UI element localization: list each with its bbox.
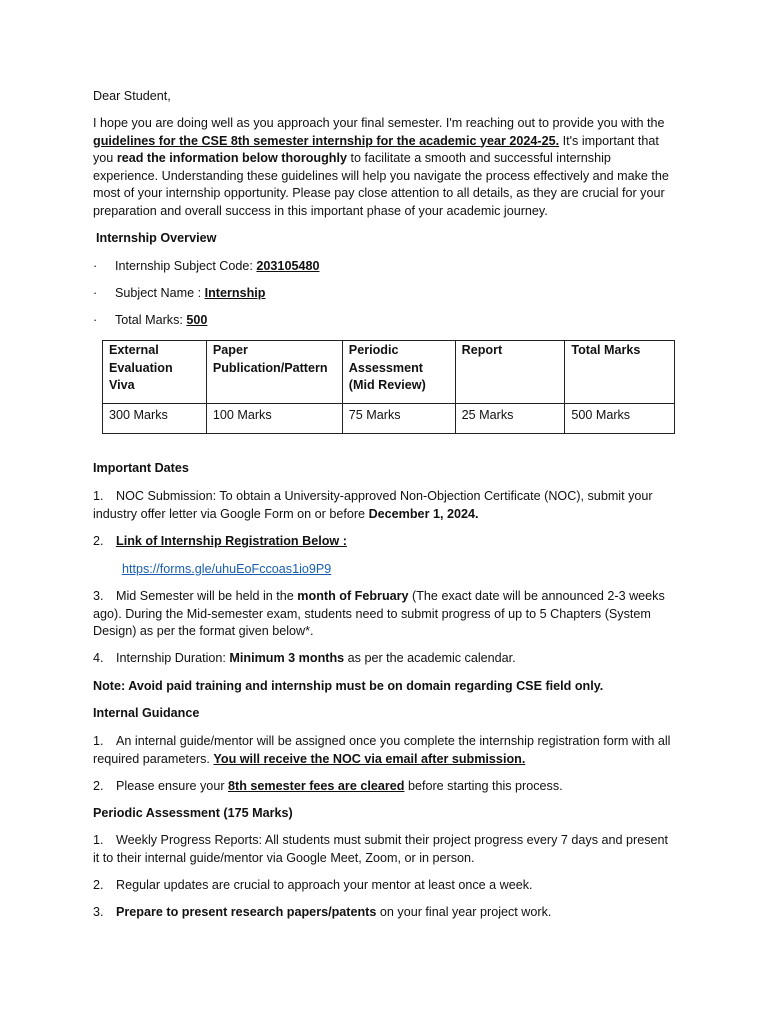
total-marks-label: Total Marks: bbox=[115, 313, 187, 327]
fees-text-2: before starting this process. bbox=[404, 779, 563, 793]
marks-table-header-row bbox=[103, 341, 675, 404]
updates-text: Regular updates are crucial to approach your mentor at least once a week. bbox=[116, 878, 533, 892]
marks-table-values-row bbox=[103, 404, 675, 434]
item-number: 2. bbox=[93, 534, 104, 548]
intro-guidelines-emphasis: guidelines for the CSE 8th semester internship for the academic year 2024-25. bbox=[93, 133, 560, 148]
note bbox=[93, 678, 673, 696]
overview-item-subject-name bbox=[93, 285, 673, 303]
mentor-text: An internal guide/mentor will be assigned once you complete the internship registration form with all required parameters. bbox=[93, 734, 671, 766]
item-number: 4. bbox=[93, 651, 104, 665]
dates-item-duration bbox=[93, 650, 673, 668]
table-header-cell: Total Marks bbox=[565, 341, 675, 404]
table-header-cell: Report bbox=[455, 341, 565, 404]
dates-heading-text: Important Dates bbox=[93, 461, 189, 475]
mid-sem-text-2: (The exact date will be announced 2-3 weeks ago). During the Mid-semester exam, students need to submit progress of up to 5 Chapters (System Design) as per the format given below*. bbox=[93, 589, 665, 638]
registration-label: Link of Internship Registration Below : bbox=[116, 534, 347, 548]
subject-code-value: 203105480 bbox=[256, 259, 320, 273]
table-cell: 100 Marks bbox=[206, 404, 342, 434]
table-header-cell: External Evaluation Viva bbox=[103, 341, 207, 404]
item-number: 3. bbox=[93, 589, 104, 603]
subject-code-label: Internship Subject Code: bbox=[115, 259, 257, 273]
item-number: 2. bbox=[93, 779, 104, 793]
table-cell: 500 Marks bbox=[565, 404, 675, 434]
guidance-item-fees bbox=[93, 778, 673, 796]
bullet-icon: · bbox=[93, 313, 98, 327]
overview-heading bbox=[96, 230, 676, 248]
intro-text-2: It's important that you bbox=[93, 133, 659, 165]
periodic-item-updates bbox=[93, 877, 673, 895]
item-number: 3. bbox=[93, 905, 104, 919]
noc-email-emphasis: You will receive the NOC via email after submission. bbox=[213, 751, 526, 766]
table-header-cell: Paper Publication/Pattern bbox=[206, 341, 342, 404]
table-cell: 25 Marks bbox=[455, 404, 565, 434]
dates-heading bbox=[93, 460, 673, 478]
weekly-text: Weekly Progress Reports: All students must submit their project progress every 7 days and present it to their internal guide/mentor via Google Meet, Zoom, or in person. bbox=[93, 833, 669, 865]
greeting: Dear Student, bbox=[93, 89, 171, 103]
duration-bold: Minimum 3 months bbox=[229, 651, 345, 665]
noc-deadline: December 1, 2024. bbox=[368, 506, 479, 521]
overview-item-total-marks bbox=[93, 312, 673, 330]
periodic-item-weekly bbox=[93, 832, 673, 867]
periodic-heading-text: Periodic Assessment (175 Marks) bbox=[93, 806, 293, 820]
item-number: 2. bbox=[93, 878, 104, 892]
note-text: Note: Avoid paid training and internship must be on domain regarding CSE field only. bbox=[93, 679, 604, 693]
bullet-icon: · bbox=[93, 259, 98, 273]
dates-item-noc bbox=[93, 488, 673, 523]
table-cell: 300 Marks bbox=[103, 404, 207, 434]
mid-sem-text-1: Mid Semester will be held in the bbox=[116, 589, 298, 603]
bullet-icon: · bbox=[93, 286, 98, 300]
dates-item-registration bbox=[93, 533, 673, 551]
total-marks-value: 500 bbox=[186, 313, 208, 327]
research-emphasis: Prepare to present research papers/patents bbox=[116, 905, 377, 919]
marks-table bbox=[102, 340, 675, 434]
duration-text-2: as per the academic calendar. bbox=[344, 651, 516, 665]
duration-text-1: Internship Duration: bbox=[116, 651, 230, 665]
overview-item-subject-code bbox=[93, 258, 673, 276]
guidance-heading-text: Internal Guidance bbox=[93, 706, 200, 720]
research-text: on your final year project work. bbox=[376, 905, 552, 919]
noc-text: NOC Submission: To obtain a University-approved Non-Objection Certificate (NOC), submit your industry offer letter via Google Form on or before bbox=[93, 489, 653, 521]
registration-link-line bbox=[122, 561, 702, 579]
fees-emphasis: 8th semester fees are cleared bbox=[228, 779, 405, 793]
guidance-item-mentor bbox=[93, 733, 673, 768]
periodic-item-research bbox=[93, 904, 673, 922]
intro-text-1: I hope you are doing well as you approach your final semester. I'm reaching out to provide you with the bbox=[93, 116, 665, 130]
item-number: 1. bbox=[93, 734, 104, 748]
subject-name-label: Subject Name : bbox=[115, 286, 205, 300]
registration-link[interactable]: https://forms.gle/uhuEoFccoas1io9P9 bbox=[122, 562, 332, 576]
intro-text-3: to facilitate a smooth and successful internship experience. Understanding these guidelines will help you navigate the process effectively and make the most of your internship opportunity. Please pay close attention to all details, as they are crucial for your preparation and overall success in this important phase of your academic journey. bbox=[93, 151, 669, 218]
mid-sem-month: month of February bbox=[297, 589, 409, 603]
overview-heading-text: Internship Overview bbox=[96, 231, 217, 245]
table-header-cell: Periodic Assessment (Mid Review) bbox=[342, 341, 455, 404]
dates-item-mid-semester bbox=[93, 588, 673, 641]
item-number: 1. bbox=[93, 489, 104, 503]
intro-paragraph bbox=[93, 115, 673, 220]
intro-read-emphasis: read the information below thoroughly bbox=[116, 151, 347, 165]
fees-text-1: Please ensure your bbox=[116, 779, 229, 793]
periodic-heading bbox=[93, 805, 673, 823]
guidance-heading bbox=[93, 705, 673, 723]
item-number: 1. bbox=[93, 833, 104, 847]
table-cell: 75 Marks bbox=[342, 404, 455, 434]
subject-name-value: Internship bbox=[204, 286, 266, 300]
